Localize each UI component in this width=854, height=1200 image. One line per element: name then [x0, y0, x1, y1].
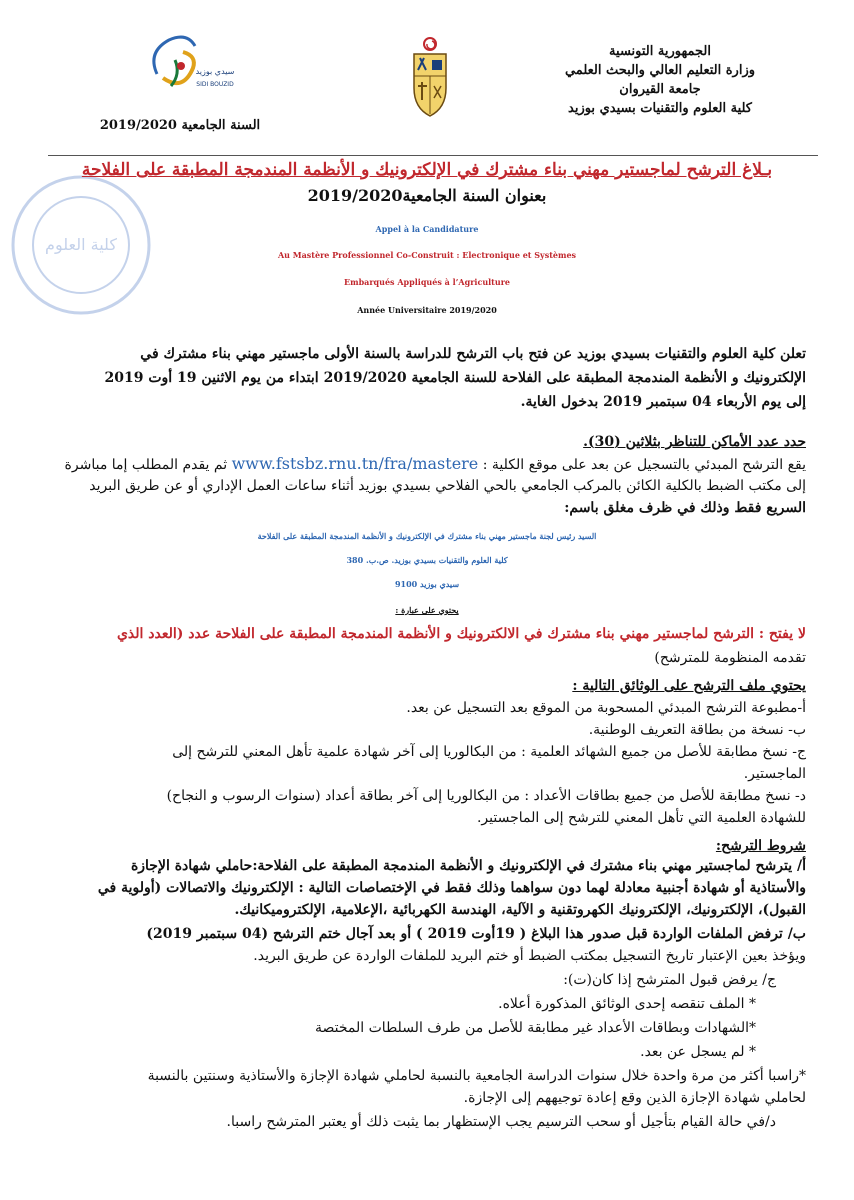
address-line-2: كلية العلوم والتقنيات بسيدي بوزيد. ص.ب. 380 — [346, 555, 508, 565]
address-line-3: سيدي بوزيد 9100 — [394, 579, 460, 589]
address-line-1: السيد رئيس لجنة ماجستير مهني بناء مشترك في الإلكترونيك و الأنظمة المندمجة المطبقة على الفلاحة — [257, 531, 597, 541]
condition-line: *الشهادات وبطاقات الأعداد غير مطابقة للأصل من طرف السلطات المختصة — [315, 1020, 756, 1036]
condition-line: د/في حالة القيام بتأجيل أو سحب الترسيم يجب الإستظهار بما يثبت ذلك أو يعتبر المترشح راسبا. — [226, 1114, 776, 1130]
condition-line: لحاملي شهادة الإجازة الذين وقع إعادة توجيههم إلى الإجازة. — [463, 1090, 806, 1106]
french-title-2: Au Mastère Professionnel Co-Construit : Electronique et Systèmes — [277, 250, 577, 260]
condition-line: *راسبا أكثر من مرة واحدة خلال سنوات الدراسة الجامعية بالنسبة لحاملي شهادة الإجازة والأستاذية وسنتين بالنسبة — [147, 1068, 806, 1084]
french-title-1: Appel à la Candidature — [375, 224, 479, 234]
document-item: الماجستير. — [743, 766, 806, 782]
header-divider — [48, 155, 818, 156]
condition-line: ج/ يرفض قبول المترشح إذا كان(ت): — [563, 972, 776, 988]
conditions-heading: شروط الترشح: — [715, 838, 806, 854]
tunisia-emblem-icon — [408, 36, 452, 120]
submission-line-3: السريع فقط وذلك في ظرف مغلق باسم: — [564, 500, 806, 516]
intro-line-2: الإلكترونيك و الأنظمة المندمجة المطبقة على الفلاحة للسنة الجامعية 2019/2020 ابتداء من يوم الاثنين 19 أوت 2019 — [104, 370, 806, 386]
document-item: للشهادة العلمية التي تأهل المعني للترشح إلى الماجستير. — [476, 810, 806, 826]
faculty-website-link[interactable]: www.fstsbz.rnu.tn/fra/mastere — [231, 454, 479, 473]
submission-line-1 — [65, 454, 806, 475]
submission-line-2: إلى مكتب الضبط بالكلية الكائن بالمركب الجامعي بالحي الفلاحي بسيدي بوزيد أثناء ساعات العمل الإداري أو عن طريق البريد — [89, 478, 806, 494]
header-line: وزارة التعليم العالي والبحث العلمي — [564, 63, 756, 78]
condition-line: والأستاذية أو شهادة أجنبية معادلة لهما دون سواهما وذلك فقط في الإختصاصات التالية : الإلكترونيك والاتصالات (أولوية في — [97, 880, 806, 896]
french-title-3: Embarqués Appliqués à l’Agriculture — [344, 277, 510, 287]
document-item: أ-مطبوعة الترشح المبدئي المسحوبة من الموقع بعد التسجيل عن بعد. — [406, 700, 806, 716]
condition-line: القبول)، الإلكترونيك، الإلكترونيك الكهروتقنية و الآلية، الهندسة الكهربائية ،الإعلامية، الإلكتروميكانيك. — [234, 902, 806, 918]
condition-line: ب/ ترفض الملفات الواردة قبل صدور هذا البلاغ ( 19أوت 2019 ) أو بعد آجال ختم الترشح (04 سبتمبر 2019) — [146, 926, 806, 942]
places-count: حدد عدد الأماكن للتناظر بثلاثين (30). — [583, 434, 806, 450]
logo-text-ar: سيدي بوزيد — [195, 67, 235, 76]
university-logo — [135, 30, 235, 100]
arabic-title-year: بعنوان السنة الجامعية2019/2020 — [307, 186, 547, 205]
envelope-line-2: تقدمه المنظومة للمترشح) — [654, 650, 806, 666]
documents-heading: يحتوي ملف الترشح على الوثائق التالية : — [572, 678, 806, 694]
logo-text-fr: SIDI BOUZID — [196, 81, 234, 88]
header-academic-year: السنة الجامعية 2019/2020 — [99, 118, 261, 133]
french-title-4: Année Universitaire 2019/2020 — [357, 305, 497, 315]
condition-line: * الملف تنقصه إحدى الوثائق المذكورة أعلاه. — [498, 996, 756, 1012]
header-line: كلية العلوم والتقنيات بسيدي بوزيد — [568, 101, 752, 116]
submission-text: يقع الترشح المبدئي بالتسجيل عن بعد على موقع الكلية : — [482, 457, 806, 473]
stamp-text: كلية العلوم — [45, 235, 117, 254]
condition-line: ويؤخذ بعين الإعتبار تاريخ التسجيل بمكتب الضبط أو ختم البريد للملفات الواردة عن طريق البريد. — [253, 948, 806, 964]
header-line: الجمهورية التونسية — [609, 44, 711, 59]
arabic-title: بـلاغ الترشح لماجستير مهني بناء مشترك في الإلكترونيك و الأنظمة المندمجة المطبقة على الفلاحة — [81, 160, 773, 180]
envelope-line-1: لا يفتح : الترشح لماجستير مهني بناء مشترك في الالكترونيك و الأنظمة المندمجة المطبقة على الفلاحة عدد (العدد الذي — [116, 626, 806, 642]
condition-line: * لم يسجل عن بعد. — [640, 1044, 756, 1060]
document-item: ج- نسخ مطابقة للأصل من جميع الشهائد العلمية : من البكالوريا إلى آخر شهادة علمية تأهل المعني للترشح إلى — [172, 744, 806, 760]
intro-line-1: تعلن كلية العلوم والتقنيات بسيدي بوزيد عن فتح باب الترشح للدراسة بالسنة الأولى ماجستير مهني بناء مشترك في — [140, 346, 806, 362]
document-item: د- نسخ مطابقة للأصل من جميع بطاقات الأعداد : من البكالوريا إلى آخر بطاقة أعداد (سنوات الرسوب و النجاح) — [166, 788, 806, 804]
condition-line: أ/ يترشح لماجستير مهني بناء مشترك في الإلكترونيك و الأنظمة المندمجة المطبقة على الفلاحة:حاملي شهادة الإجازة — [130, 858, 806, 874]
intro-line-3: إلى يوم الأربعاء 04 سبتمبر 2019 بدخول الغاية. — [520, 394, 806, 410]
document-item: ب- نسخة من بطاقة التعريف الوطنية. — [588, 722, 806, 738]
envelope-heading: يحتوي على عبارة : — [395, 605, 459, 615]
header-line: جامعة القيروان — [619, 82, 701, 97]
submission-text: ثم يقدم المطلب إما مباشرة — [64, 457, 228, 473]
institution-header — [530, 42, 790, 118]
